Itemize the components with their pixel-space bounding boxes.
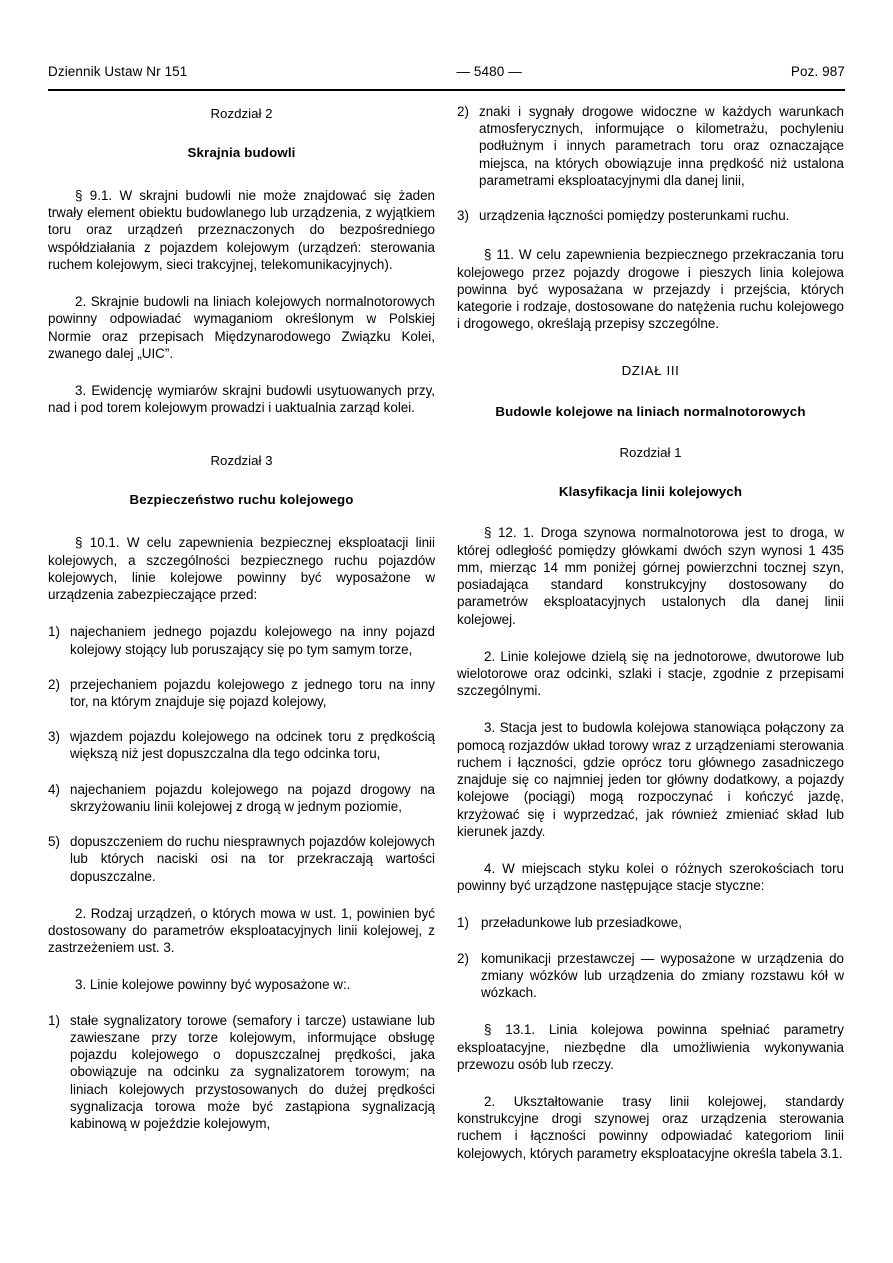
list-marker: 2) xyxy=(457,950,469,966)
list-item-text: wjazdem pojazdu kolejowego na odcinek toru z prędkością większą niż jest dopuszczalna dla tego odcinka toru, xyxy=(70,729,435,762)
list-item-text: najechaniem pojazdu kolejowego na pojazd drogowy na skrzyżowaniu linii kolejowej z drogą w jednym poziomie, xyxy=(70,781,435,814)
list-item xyxy=(457,950,844,1002)
header-page-number: — 5480 — xyxy=(456,64,522,79)
list-item xyxy=(48,728,435,762)
heading-chapter-2-title: Skrajnia budowli xyxy=(187,145,296,161)
paragraph-10-3: 3. Linie kolejowe powinny być wyposażone w:. xyxy=(75,977,351,993)
heading-chapter-1-title: Klasyfikacja linii kolejowych xyxy=(558,484,743,500)
heading-dzial-title: Budowle kolejowe na liniach normalnotorowych xyxy=(495,404,806,420)
right-column xyxy=(457,103,844,1253)
paragraph-11: § 11. W celu zapewnienia bezpiecznego przekraczania toru kolejowego przez pojazdy drogowe i pieszych linia kolejowa powinna być wyposażana w przejazdy i przejścia, których kategorie i rodzaje, dostosowane do natężenia ruchu kolejowego i drogowego, określają przepisy szczególne. xyxy=(457,247,844,332)
heading-dzial-label: DZIAŁ III xyxy=(621,363,680,379)
heading-chapter-3-label: Rozdział 3 xyxy=(210,453,273,469)
list-item-text: urządzenia łączności pomiędzy posterunkami ruchu. xyxy=(479,208,790,224)
list-marker: 1) xyxy=(457,915,469,931)
paragraph-10-2: 2. Rodzaj urządzeń, o których mowa w ust. 1, powinien być dostosowany do parametrów eksploatacyjnych linii kolejowej, z zastrzeżeniem ust. 3. xyxy=(48,905,435,956)
heading-chapter-3-title: Bezpieczeństwo ruchu kolejowego xyxy=(129,492,354,508)
header-journal-number: Dziennik Ustaw Nr 151 xyxy=(48,64,188,79)
list-item-text: znaki i sygnały drogowe widoczne w każdych warunkach atmosferycznych, informujące o kilometrażu, pochyleniu podłużnym i innych parametrach toru oraz oznaczające miejsca, na których obowiązuje inna prędkość niż ustalona parametrami eksploatacyjnymi dla danej linii, xyxy=(479,104,844,188)
heading-chapter-1-label: Rozdział 1 xyxy=(619,445,682,461)
paragraph-9-3: 3. Ewidencję wymiarów skrajni budowli usytuowanych przy, nad i pod torem kolejowym prowadzi i uaktualnia zarząd kolei. xyxy=(48,383,435,416)
list-item xyxy=(48,833,435,885)
list-item xyxy=(48,676,435,710)
list-item-text: przeładunkowe lub przesiadkowe, xyxy=(481,915,682,931)
paragraph-12-3: 3. Stacja jest to budowla kolejowa stanowiąca połączony za pomocą rozjazdów układ torowy wraz z urządzeniami sterowania ruchem i łączności, gdzie oprócz toru głównego zasadniczego znajduje się co najmniej jeden tor główny dodatkowy, a pojazdy kolejowe (pociągi) mogą rozpoczynać i kończyć jazdę, krzyżować się i wyprzedzać, jak również zmieniać skład lub kierunek jazdy. xyxy=(457,720,844,839)
list-item xyxy=(48,1012,435,1133)
header-item-number: Poz. 987 xyxy=(790,64,845,79)
page-header xyxy=(48,64,845,90)
list-item-text: przejechaniem pojazdu kolejowego z jednego toru na inny tor, na którym znajduje się pojazd kolejowy, xyxy=(70,676,435,709)
list-item xyxy=(457,914,844,931)
list-marker: 3) xyxy=(457,208,469,224)
body-columns xyxy=(48,103,845,1253)
paragraph-9-2: 2. Skrajnie budowli na liniach kolejowych normalnotorowych powinny odpowiadać wymaganiom określonym w Polskiej Normie oraz przepisach Międzynarodowego Związku Kolei, zwanego dalej „UIC”. xyxy=(48,294,435,361)
paragraph-12-4: 4. W miejscach styku kolei o różnych szerokościach toru powinny być urządzone następujące stacje styczne: xyxy=(457,860,844,894)
list-marker: 3) xyxy=(48,729,60,745)
list-marker: 5) xyxy=(48,834,60,850)
list-marker: 4) xyxy=(48,781,60,797)
list-item-text: dopuszczeniem do ruchu niesprawnych pojazdów kolejowych lub których naciski osi na tor przekraczają wartości dopuszczalne. xyxy=(70,834,435,884)
list-item xyxy=(457,103,844,189)
paragraph-9-1: § 9.1. W skrajni budowli nie może znajdować się żaden trwały element obiektu budowlanego lub urządzenia, z wyjątkiem toru oraz urządzeń przeznaczonych do bezpośredniego współdziałania z pojazdem kolejowym (urządzeń: sterowania ruchem kolejowym, sieci trakcyjnej, telekomunikacyjnych). xyxy=(48,188,435,272)
list-item xyxy=(48,781,435,815)
list-item xyxy=(457,207,844,224)
list-marker: 1) xyxy=(48,624,60,640)
list-marker: 2) xyxy=(48,676,60,692)
paragraph-12-1: § 12. 1. Droga szynowa normalnotorowa jest to droga, w której odległość pomiędzy główkami dwóch szyn wynosi 1 435 mm, mierząc 14 mm poniżej górnej powierzchni tocznej szyn, posiadająca standard konstrukcyjny dostosowany do parametrów eksploatacyjnych ustalonych dla danej linii kolejowej. xyxy=(457,525,844,627)
paragraph-13-2: 2. Ukształtowanie trasy linii kolejowej, standardy konstrukcyjne drogi szynowej oraz urządzenia sterowania ruchem i łączności powinny odpowiadać kategoriom linii kolejowych, których parametry eksploatacyjne określa tabela 3.1. xyxy=(457,1093,844,1161)
list-marker: 2) xyxy=(457,104,469,119)
paragraph-10-1: § 10.1. W celu zapewnienia bezpiecznej eksploatacji linii kolejowych, a szczególności bezpiecznego ruchu pojazdów kolejowych, linie kolejowe powinny być wyposażone w urządzenia zabezpieczające przed: xyxy=(48,535,435,603)
list-item xyxy=(48,623,435,657)
list-item-text: stałe sygnalizatory torowe (semafory i tarcze) ustawiane lub zawieszane przy torze kolejowym, informujące obsługę pojazdu kolejowego o dopuszczalnej prędkości, jaka obowiązuje na odcinku za sygnalizatorem torowym; na liniach kolejowych przystosowanych do dużej prędkości sygnalizacja torowa może być zastąpiona sygnalizacją kabinową w pojeździe kolejowym, xyxy=(70,1012,435,1131)
paragraph-13-1: § 13.1. Linia kolejowa powinna spełniać parametry eksploatacyjne, niezbędne dla umożliwienia wykonywania przewozu osób lub rzeczy. xyxy=(457,1022,844,1072)
header-divider xyxy=(48,89,845,91)
heading-chapter-2-label: Rozdział 2 xyxy=(210,106,273,121)
list-item-text: komunikacji przestawczej — wyposażone w urządzenia do zmiany wózków lub urządzenia do zmiany rozstawu kół w wózkach. xyxy=(481,950,844,1001)
left-column xyxy=(48,103,435,1253)
list-marker: 1) xyxy=(48,1012,60,1028)
paragraph-12-2: 2. Linie kolejowe dzielą się na jednotorowe, dwutorowe lub wielotorowe oraz odcinki, szlaki i stacje, zgodnie z przepisami szczególnymi. xyxy=(457,648,844,699)
list-item-text: najechaniem jednego pojazdu kolejowego na inny pojazd kolejowy stojący lub poruszający się po tym samym torze, xyxy=(70,624,435,657)
